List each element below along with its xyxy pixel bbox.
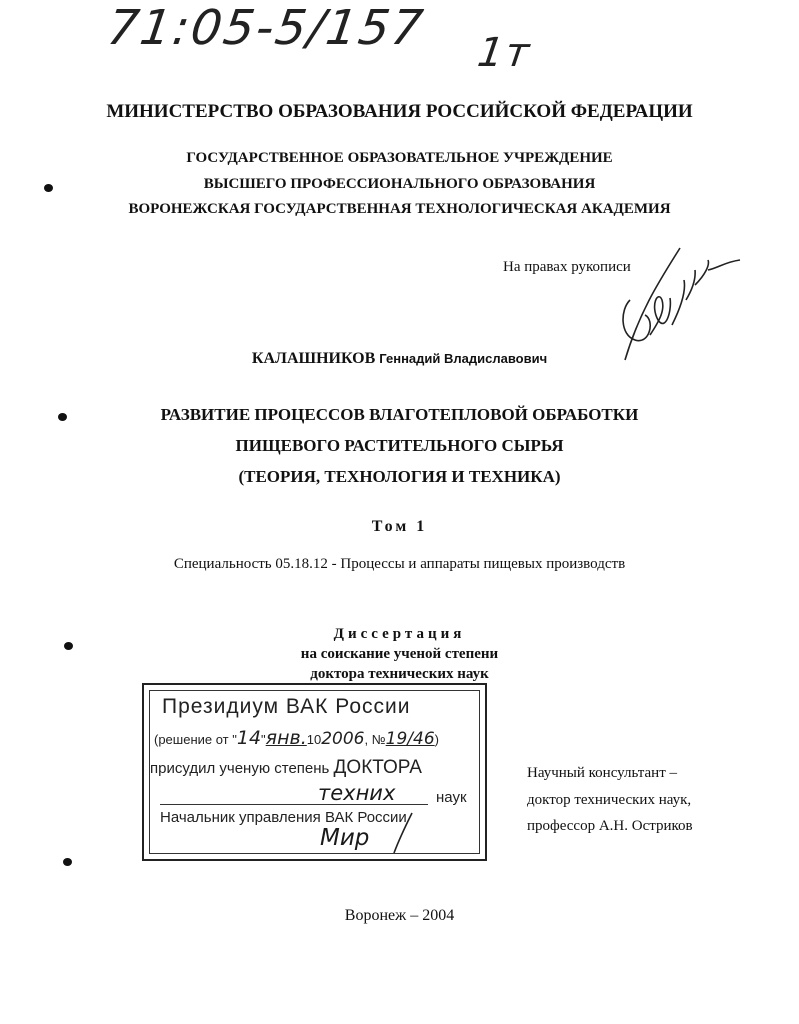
stamp-field-line xyxy=(160,781,478,811)
dissertation-line-2: на соискание ученой степени xyxy=(300,646,499,662)
author-surname: КАЛАШНИКОВ xyxy=(251,350,376,367)
archive-code: 71:05-5/157 xyxy=(104,0,428,56)
title-line-1: РАЗВИТИЕ ПРОЦЕССОВ ВЛАГОТЕПЛОВОЙ ОБРАБОТКИ xyxy=(160,405,639,424)
stamp-decision-prefix: (решение от " xyxy=(154,732,237,747)
stamp-decision-day: 14 xyxy=(236,727,262,749)
stamp-decision-no-label: , № xyxy=(364,732,386,747)
stamp-header: Президиум ВАК России xyxy=(162,695,411,718)
manuscript-note: На правах рукописи xyxy=(503,259,631,275)
advisor-line-2: доктор технических наук, xyxy=(527,792,692,808)
ministry-heading: МИНИСТЕРСТВО ОБРАЗОВАНИЯ РОССИЙСКОЙ ФЕДЕРАЦИИ xyxy=(106,101,693,122)
title-line-2: ПИЩЕВОГО РАСТИТЕЛЬНОГО СЫРЬЯ xyxy=(235,436,564,455)
stamp-signature: Мир xyxy=(320,825,370,851)
dissertation-line-1: Диссертация xyxy=(333,626,466,642)
stamp-awarded: присудил ученую степень xyxy=(150,760,330,777)
dissertation-line-3: доктора технических наук xyxy=(310,666,489,682)
stamp-decision-close: ) xyxy=(434,732,440,747)
stamp-decision-month: янв. xyxy=(265,727,307,749)
advisor-line-3: профессор А.Н. Остриков xyxy=(527,818,693,834)
archive-volume-mark: 1т xyxy=(474,30,534,76)
specialty: Специальность 05.18.12 - Процессы и аппараты пищевых производств xyxy=(173,556,626,572)
stamp-decision-year: 2006 xyxy=(321,729,365,749)
stamp-decision-line xyxy=(154,727,439,749)
stamp-sciences: наук xyxy=(436,789,467,806)
vak-stamp xyxy=(142,683,487,861)
title-line-3: (ТЕОРИЯ, ТЕХНОЛОГИЯ И ТЕХНИКА) xyxy=(238,467,561,486)
stamp-decision-year-prefix: 10 xyxy=(306,732,322,747)
city-year: Воронеж – 2004 xyxy=(344,907,455,924)
institution-line-3: ВОРОНЕЖСКАЯ ГОСУДАРСТВЕННАЯ ТЕХНОЛОГИЧЕСКАЯ АКАДЕМИЯ xyxy=(128,201,671,217)
institution-line-1: ГОСУДАРСТВЕННОЕ ОБРАЗОВАТЕЛЬНОЕ УЧРЕЖДЕНИЕ xyxy=(186,150,613,166)
stamp-decision-number: 19/46 xyxy=(385,729,435,749)
advisor-line-1: Научный консультант – xyxy=(527,765,677,781)
stamp-field-handwritten: техних xyxy=(318,781,396,805)
author-line xyxy=(0,350,799,368)
stamp-degree: ДОКТОРА xyxy=(333,757,422,778)
author-given-names: Геннадий Владиславович xyxy=(379,351,548,366)
margin-bullet xyxy=(44,184,53,192)
stamp-signature-stroke xyxy=(384,811,424,855)
stamp-awarded-line xyxy=(150,757,422,779)
institution-line-2: ВЫСШЕГО ПРОФЕССИОНАЛЬНОГО ОБРАЗОВАНИЯ xyxy=(203,176,596,192)
volume-label: Том 1 xyxy=(371,518,428,535)
margin-bullet xyxy=(63,858,72,866)
stamp-decision-quote: " xyxy=(261,732,266,747)
stamp-head-title: Начальник управления ВАК России xyxy=(160,809,407,826)
